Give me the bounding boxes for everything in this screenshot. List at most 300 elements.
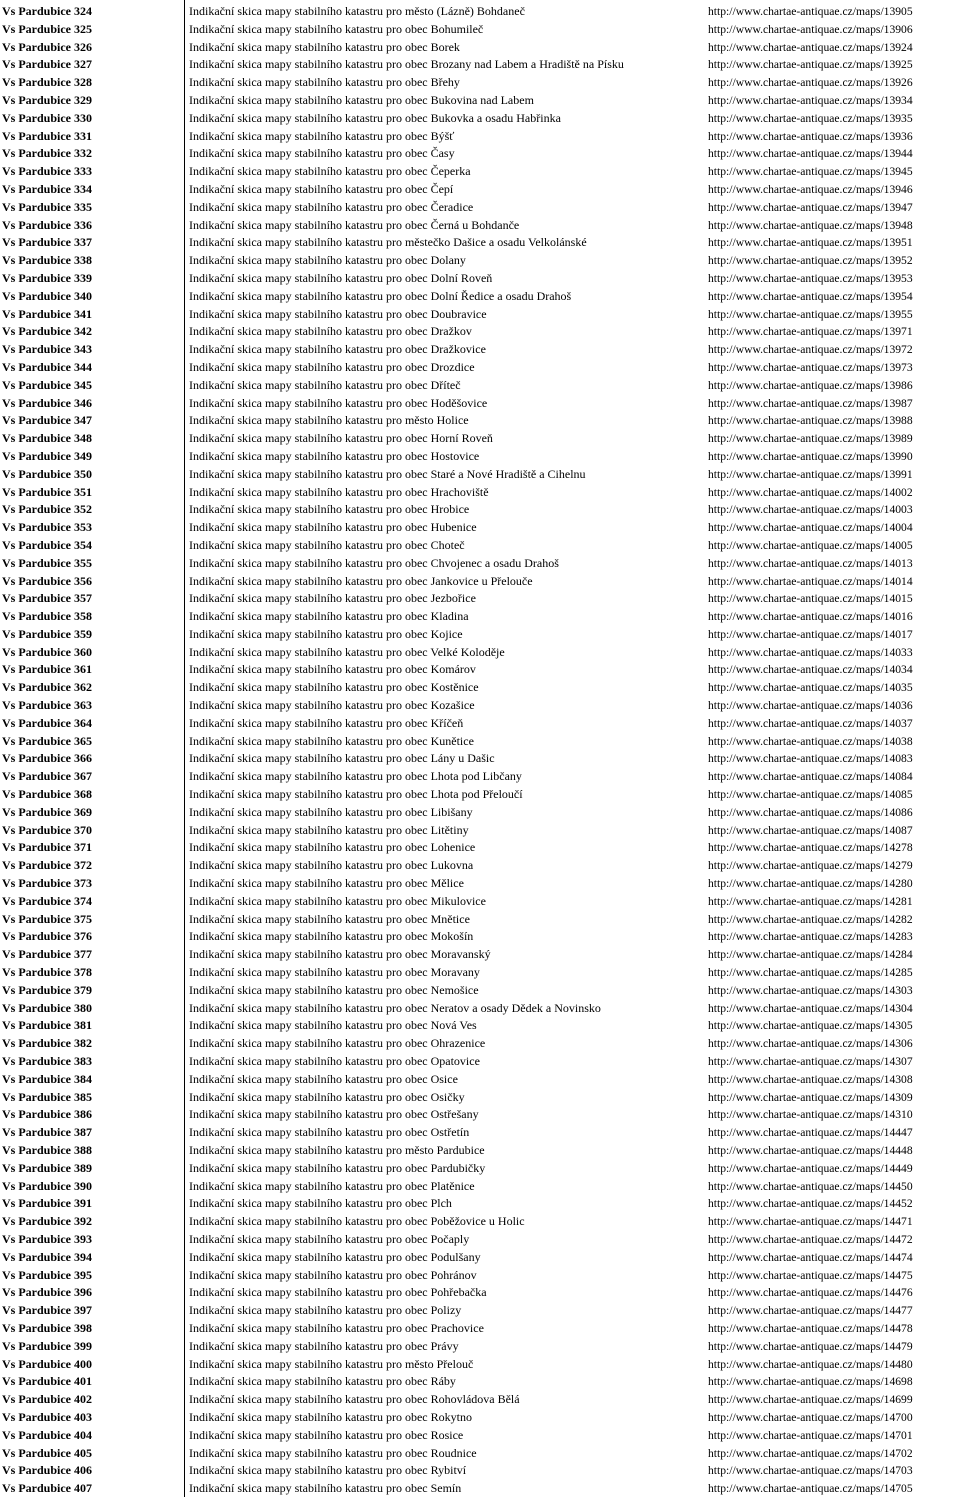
signature-code: Vs Pardubice 325	[2, 21, 92, 36]
map-description: Indikační skica mapy stabilního katastru pro obec Kříčeň	[189, 715, 464, 730]
map-url[interactable]: http://www.chartae-antiquae.cz/maps/14308	[708, 1072, 913, 1086]
list-item	[0, 341, 960, 359]
signature-code: Vs Pardubice 398	[2, 1320, 92, 1335]
map-description: Indikační skica mapy stabilního katastru pro obec Polizy	[189, 1303, 462, 1318]
map-url[interactable]: http://www.chartae-antiquae.cz/maps/14310	[708, 1108, 913, 1122]
signature-code: Vs Pardubice 355	[2, 555, 92, 570]
map-description: Indikační skica mapy stabilního katastru pro obec Mikulovice	[189, 893, 486, 908]
map-description: Indikační skica mapy stabilního katastru pro obec Doubravice	[189, 306, 487, 321]
map-description: Indikační skica mapy stabilního katastru pro obec Hrachoviště	[189, 484, 489, 499]
list-item	[0, 359, 960, 377]
list-item	[0, 1480, 960, 1498]
map-url[interactable]: http://www.chartae-antiquae.cz/maps/14087	[708, 823, 913, 837]
signature-code: Vs Pardubice 363	[2, 698, 92, 713]
signature-code: Vs Pardubice 359	[2, 626, 92, 641]
list-item	[0, 786, 960, 804]
map-url[interactable]: http://www.chartae-antiquae.cz/maps/13926	[708, 76, 913, 90]
map-description: Indikační skica mapy stabilního katastru pro obec Prachovice	[189, 1320, 484, 1335]
map-url[interactable]: http://www.chartae-antiquae.cz/maps/13952	[708, 254, 913, 268]
list-item	[0, 822, 960, 840]
map-url[interactable]: http://www.chartae-antiquae.cz/maps/14304	[708, 1001, 913, 1015]
map-description: Indikační skica mapy stabilního katastru pro obec Hostovice	[189, 448, 480, 463]
signature-code: Vs Pardubice 343	[2, 342, 92, 357]
map-url[interactable]: http://www.chartae-antiquae.cz/maps/14705	[708, 1482, 913, 1496]
signature-code: Vs Pardubice 390	[2, 1178, 92, 1193]
map-url[interactable]: http://www.chartae-antiquae.cz/maps/14013	[708, 556, 913, 570]
signature-code: Vs Pardubice 326	[2, 39, 92, 54]
list-item	[0, 145, 960, 163]
signature-code: Vs Pardubice 393	[2, 1231, 92, 1246]
map-url[interactable]: http://www.chartae-antiquae.cz/maps/14479	[708, 1339, 913, 1353]
list-item	[0, 3, 960, 21]
map-url[interactable]: http://www.chartae-antiquae.cz/maps/14476	[708, 1286, 913, 1300]
list-item	[0, 893, 960, 911]
list-item	[0, 217, 960, 235]
map-url[interactable]: http://www.chartae-antiquae.cz/maps/14084	[708, 770, 913, 784]
map-url[interactable]: http://www.chartae-antiquae.cz/maps/13944	[708, 147, 913, 161]
map-url[interactable]: http://www.chartae-antiquae.cz/maps/13947	[708, 200, 913, 214]
map-url[interactable]: http://www.chartae-antiquae.cz/maps/14279	[708, 859, 913, 873]
list-item	[0, 1409, 960, 1427]
map-description: Indikační skica mapy stabilního katastru pro obec Čeradice	[189, 199, 474, 214]
map-url[interactable]: http://www.chartae-antiquae.cz/maps/13990	[708, 449, 913, 463]
map-description: Indikační skica mapy stabilního katastru pro obec Chvojenec a osadu Drahoš	[189, 555, 559, 570]
map-url[interactable]: http://www.chartae-antiquae.cz/maps/13946	[708, 182, 913, 196]
list-item	[0, 1071, 960, 1089]
map-url[interactable]: http://www.chartae-antiquae.cz/maps/14283	[708, 930, 913, 944]
map-description: Indikační skica mapy stabilního katastru pro obec Dražkovice	[189, 342, 486, 357]
map-description: Indikační skica mapy stabilního katastru pro obec Kladina	[189, 609, 469, 624]
signature-code: Vs Pardubice 367	[2, 769, 92, 784]
list-item	[0, 1017, 960, 1035]
list-item	[0, 1462, 960, 1480]
list-item	[0, 1267, 960, 1285]
map-url[interactable]: http://www.chartae-antiquae.cz/maps/14700	[708, 1410, 913, 1424]
list-item	[0, 679, 960, 697]
signature-code: Vs Pardubice 342	[2, 324, 92, 339]
list-item	[0, 537, 960, 555]
map-description: Indikační skica mapy stabilního katastru pro město Přelouč	[189, 1356, 474, 1371]
map-url[interactable]: http://www.chartae-antiquae.cz/maps/14478	[708, 1321, 913, 1335]
list-item	[0, 1053, 960, 1071]
signature-code: Vs Pardubice 388	[2, 1143, 92, 1157]
list-item	[0, 1000, 960, 1018]
map-url[interactable]: http://www.chartae-antiquae.cz/maps/13906	[708, 22, 913, 36]
map-url[interactable]: http://www.chartae-antiquae.cz/maps/13948	[708, 218, 913, 232]
signature-code: Vs Pardubice 380	[2, 1000, 92, 1015]
map-description: Indikační skica mapy stabilního katastru pro obec Litětiny	[189, 822, 469, 837]
map-description: Indikační skica mapy stabilního katastru pro obec Kozašice	[189, 698, 475, 713]
map-description: Indikační skica mapy stabilního katastru pro obec Osice	[189, 1071, 458, 1086]
map-url[interactable]: http://www.chartae-antiquae.cz/maps/14017	[708, 627, 913, 641]
map-description: Indikační skica mapy stabilního katastru pro obec Poběžovice u Holic	[189, 1214, 525, 1229]
map-description: Indikační skica mapy stabilního katastru pro obec Horní Roveň	[189, 431, 493, 446]
signature-code: Vs Pardubice 344	[2, 359, 92, 374]
signature-code: Vs Pardubice 378	[2, 965, 92, 980]
map-description: Indikační skica mapy stabilního katastru pro obec Plch	[189, 1196, 452, 1211]
signature-code: Vs Pardubice 341	[2, 306, 92, 321]
map-url[interactable]: http://www.chartae-antiquae.cz/maps/14033	[708, 645, 913, 659]
signature-code: Vs Pardubice 385	[2, 1089, 92, 1104]
map-url[interactable]: http://www.chartae-antiquae.cz/maps/14016	[708, 610, 913, 624]
signature-code: Vs Pardubice 336	[2, 217, 92, 232]
list-item	[0, 1035, 960, 1053]
map-url[interactable]: http://www.chartae-antiquae.cz/maps/14015	[708, 592, 913, 606]
map-description: Indikační skica mapy stabilního katastru pro obec Drozdice	[189, 359, 475, 374]
signature-code: Vs Pardubice 377	[2, 947, 92, 962]
list-item	[0, 323, 960, 341]
map-url[interactable]: http://www.chartae-antiquae.cz/maps/14038	[708, 734, 913, 748]
list-item	[0, 519, 960, 537]
list-item	[0, 1445, 960, 1463]
map-url[interactable]: http://www.chartae-antiquae.cz/maps/14083	[708, 752, 913, 766]
map-url[interactable]: http://www.chartae-antiquae.cz/maps/14282	[708, 912, 913, 926]
map-url[interactable]: http://www.chartae-antiquae.cz/maps/14477	[708, 1304, 913, 1318]
map-url[interactable]: http://www.chartae-antiquae.cz/maps/13951	[708, 236, 913, 250]
list-item	[0, 1213, 960, 1231]
map-url[interactable]: http://www.chartae-antiquae.cz/maps/14309	[708, 1090, 913, 1104]
map-url[interactable]: http://www.chartae-antiquae.cz/maps/13935	[708, 111, 913, 125]
map-description: Indikační skica mapy stabilního katastru pro obec Hoděšovice	[189, 395, 488, 410]
list-item	[0, 1178, 960, 1196]
signature-code: Vs Pardubice 368	[2, 787, 92, 802]
map-url[interactable]: http://www.chartae-antiquae.cz/maps/14280	[708, 877, 913, 891]
map-url[interactable]: http://www.chartae-antiquae.cz/maps/13989	[708, 432, 913, 446]
map-description: Indikační skica mapy stabilního katastru pro obec Býšť	[189, 128, 455, 143]
signature-code: Vs Pardubice 354	[2, 537, 92, 552]
signature-code: Vs Pardubice 362	[2, 680, 92, 695]
list-item	[0, 92, 960, 110]
map-description: Indikační skica mapy stabilního katastru pro obec Moravanský	[189, 947, 491, 962]
map-url[interactable]: http://www.chartae-antiquae.cz/maps/13973	[708, 360, 913, 374]
map-description: Indikační skica mapy stabilního katastru pro obec Borek	[189, 39, 460, 54]
map-description: Indikační skica mapy stabilního katastru pro obec Jezbořice	[189, 591, 476, 606]
list-item	[0, 644, 960, 662]
map-url[interactable]: http://www.chartae-antiquae.cz/maps/14447	[708, 1126, 913, 1140]
list-item	[0, 555, 960, 573]
map-description: Indikační skica mapy stabilního katastru pro obec Platěnice	[189, 1178, 475, 1193]
map-url[interactable]: http://www.chartae-antiquae.cz/maps/14702	[708, 1446, 913, 1460]
map-description: Indikační skica mapy stabilního katastru pro obec Rosice	[189, 1427, 464, 1442]
list-item	[0, 56, 960, 74]
signature-code: Vs Pardubice 334	[2, 181, 92, 196]
map-description: Indikační skica mapy stabilního katastru pro obec Rohovládova Bělá	[189, 1392, 520, 1407]
signature-code: Vs Pardubice 371	[2, 840, 92, 855]
map-description: Indikační skica mapy stabilního katastru pro obec Lukovna	[189, 858, 474, 873]
signature-code: Vs Pardubice 373	[2, 876, 92, 891]
signature-code: Vs Pardubice 395	[2, 1267, 92, 1282]
signature-code: Vs Pardubice 369	[2, 804, 92, 819]
list-item	[0, 608, 960, 626]
map-url[interactable]: http://www.chartae-antiquae.cz/maps/13925	[708, 58, 913, 72]
map-url[interactable]: http://www.chartae-antiquae.cz/maps/14303	[708, 983, 913, 997]
map-description: Indikační skica mapy stabilního katastru pro obec Komárov	[189, 662, 476, 677]
list-item	[0, 982, 960, 1000]
signature-code: Vs Pardubice 329	[2, 92, 92, 107]
signature-code: Vs Pardubice 360	[2, 644, 92, 659]
map-url[interactable]: http://www.chartae-antiquae.cz/maps/14003	[708, 503, 913, 517]
signature-code: Vs Pardubice 339	[2, 270, 92, 285]
list-item	[0, 1373, 960, 1391]
map-description: Indikační skica mapy stabilního katastru pro město Pardubice	[189, 1143, 485, 1157]
list-item	[0, 412, 960, 430]
list-item	[0, 804, 960, 822]
map-url[interactable]: http://www.chartae-antiquae.cz/maps/13934	[708, 93, 913, 107]
list-item	[0, 306, 960, 324]
list-item	[0, 1356, 960, 1374]
list-item	[0, 750, 960, 768]
list-item	[0, 768, 960, 786]
map-url[interactable]: http://www.chartae-antiquae.cz/maps/14703	[708, 1464, 913, 1478]
map-url[interactable]: http://www.chartae-antiquae.cz/maps/14305	[708, 1019, 913, 1033]
map-description: Indikační skica mapy stabilního katastru pro obec Velké Koloděje	[189, 644, 505, 659]
map-url[interactable]: http://www.chartae-antiquae.cz/maps/14284	[708, 948, 913, 962]
list-item	[0, 733, 960, 751]
map-description: Indikační skica mapy stabilního katastru pro obec Dolní Roveň	[189, 270, 493, 285]
map-description: Indikační skica mapy stabilního katastru pro obec Právy	[189, 1338, 459, 1353]
map-url[interactable]: http://www.chartae-antiquae.cz/maps/13936	[708, 129, 913, 143]
map-url[interactable]: http://www.chartae-antiquae.cz/maps/14474	[708, 1250, 913, 1264]
signature-code: Vs Pardubice 350	[2, 466, 92, 481]
map-url[interactable]: http://www.chartae-antiquae.cz/maps/14278	[708, 841, 913, 855]
map-url[interactable]: http://www.chartae-antiquae.cz/maps/14037	[708, 716, 913, 730]
list-item	[0, 626, 960, 644]
list-item	[0, 270, 960, 288]
signature-code: Vs Pardubice 351	[2, 484, 92, 499]
map-url[interactable]: http://www.chartae-antiquae.cz/maps/14701	[708, 1428, 913, 1442]
map-url[interactable]: http://www.chartae-antiquae.cz/maps/14448	[708, 1144, 913, 1157]
map-url[interactable]: http://www.chartae-antiquae.cz/maps/13924	[708, 40, 913, 54]
map-description: Indikační skica mapy stabilního katastru pro městečko Dašice a osadu Velkolánské	[189, 235, 587, 250]
list-item	[0, 74, 960, 92]
signature-code: Vs Pardubice 333	[2, 164, 92, 179]
signature-code: Vs Pardubice 381	[2, 1018, 92, 1033]
map-description: Indikační skica mapy stabilního katastru pro obec Mokošín	[189, 929, 474, 944]
record-list	[0, 3, 960, 1498]
map-description: Indikační skica mapy stabilního katastru pro obec Mnětice	[189, 911, 470, 926]
map-description: Indikační skica mapy stabilního katastru pro obec Mělice	[189, 876, 464, 891]
map-url[interactable]: http://www.chartae-antiquae.cz/maps/13971	[708, 325, 913, 339]
map-url[interactable]: http://www.chartae-antiquae.cz/maps/14034	[708, 663, 913, 677]
map-description: Indikační skica mapy stabilního katastru pro obec Lohenice	[189, 840, 476, 855]
list-item	[0, 199, 960, 217]
signature-code: Vs Pardubice 370	[2, 822, 92, 837]
signature-code: Vs Pardubice 348	[2, 431, 92, 446]
map-description: Indikační skica mapy stabilního katastru pro obec Ostřešany	[189, 1107, 479, 1122]
list-item	[0, 1249, 960, 1267]
map-description: Indikační skica mapy stabilního katastru pro obec Brozany nad Labem a Hradiště na Písku	[189, 57, 624, 72]
map-url[interactable]: http://www.chartae-antiquae.cz/maps/14698	[708, 1375, 913, 1389]
signature-code: Vs Pardubice 337	[2, 235, 92, 250]
map-description: Indikační skica mapy stabilního katastru pro obec Ohrazenice	[189, 1036, 486, 1051]
map-description: Indikační skica mapy stabilního katastru pro obec Dražkov	[189, 324, 472, 339]
map-url[interactable]: http://www.chartae-antiquae.cz/maps/14472	[708, 1232, 913, 1246]
list-item	[0, 21, 960, 39]
signature-code: Vs Pardubice 379	[2, 982, 92, 997]
map-description: Indikační skica mapy stabilního katastru pro obec Lhota pod Přeloučí	[189, 787, 523, 802]
map-url[interactable]: http://www.chartae-antiquae.cz/maps/14281	[708, 894, 913, 908]
map-url[interactable]: http://www.chartae-antiquae.cz/maps/14307	[708, 1055, 913, 1069]
map-description: Indikační skica mapy stabilního katastru pro obec Ráby	[189, 1374, 456, 1389]
list-item	[0, 1142, 960, 1160]
map-url[interactable]: http://www.chartae-antiquae.cz/maps/14449	[708, 1161, 913, 1175]
signature-code: Vs Pardubice 365	[2, 733, 92, 748]
map-description: Indikační skica mapy stabilního katastru pro obec Libišany	[189, 804, 473, 819]
map-description: Indikační skica mapy stabilního katastru pro obec Nemošice	[189, 982, 479, 997]
map-url[interactable]: http://www.chartae-antiquae.cz/maps/13988	[708, 414, 913, 428]
map-description: Indikační skica mapy stabilního katastru pro obec Pohránov	[189, 1267, 477, 1282]
signature-code: Vs Pardubice 392	[2, 1214, 92, 1229]
signature-code: Vs Pardubice 364	[2, 715, 92, 730]
map-url[interactable]: http://www.chartae-antiquae.cz/maps/13986	[708, 378, 913, 392]
map-description: Indikační skica mapy stabilního katastru pro město (Lázně) Bohdaneč	[189, 4, 525, 18]
map-description: Indikační skica mapy stabilního katastru pro obec Semín	[189, 1481, 462, 1496]
signature-code: Vs Pardubice 375	[2, 911, 92, 926]
map-description: Indikační skica mapy stabilního katastru pro obec Ostřetín	[189, 1125, 470, 1140]
map-url[interactable]: http://www.chartae-antiquae.cz/maps/14306	[708, 1037, 913, 1051]
map-description: Indikační skica mapy stabilního katastru pro obec Časy	[189, 146, 455, 161]
signature-code: Vs Pardubice 404	[2, 1427, 92, 1442]
map-url[interactable]: http://www.chartae-antiquae.cz/maps/14480	[708, 1357, 913, 1371]
list-item	[0, 1160, 960, 1178]
map-description: Indikační skica mapy stabilního katastru pro obec Bohumileč	[189, 21, 484, 36]
map-url[interactable]: http://www.chartae-antiquae.cz/maps/13954	[708, 289, 913, 303]
list-item	[0, 1427, 960, 1445]
list-item	[0, 946, 960, 964]
map-url[interactable]: http://www.chartae-antiquae.cz/maps/14085	[708, 788, 913, 802]
map-url[interactable]: http://www.chartae-antiquae.cz/maps/14699	[708, 1393, 913, 1407]
list-item	[0, 1231, 960, 1249]
map-description: Indikační skica mapy stabilního katastru pro obec Kostěnice	[189, 680, 479, 695]
map-description: Indikační skica mapy stabilního katastru pro obec Kunětice	[189, 733, 474, 748]
list-item	[0, 234, 960, 252]
list-item	[0, 964, 960, 982]
signature-code: Vs Pardubice 403	[2, 1409, 92, 1424]
map-url[interactable]: http://www.chartae-antiquae.cz/maps/14475	[708, 1268, 913, 1282]
list-item	[0, 1391, 960, 1409]
list-item	[0, 395, 960, 413]
list-item	[0, 590, 960, 608]
signature-code: Vs Pardubice 386	[2, 1107, 92, 1122]
map-description: Indikační skica mapy stabilního katastru pro obec Staré a Nové Hradiště a Cihelnu	[189, 466, 586, 481]
signature-code: Vs Pardubice 382	[2, 1036, 92, 1051]
signature-code: Vs Pardubice 384	[2, 1071, 92, 1086]
list-item	[0, 501, 960, 519]
map-description: Indikační skica mapy stabilního katastru pro obec Lány u Dašic	[189, 751, 495, 766]
signature-code: Vs Pardubice 396	[2, 1285, 92, 1300]
list-item	[0, 1124, 960, 1142]
map-url[interactable]: http://www.chartae-antiquae.cz/maps/14086	[708, 805, 913, 819]
signature-code: Vs Pardubice 347	[2, 413, 92, 428]
map-description: Indikační skica mapy stabilního katastru pro obec Dolní Ředice a osadu Drahoš	[189, 288, 572, 303]
map-description: Indikační skica mapy stabilního katastru pro obec Moravany	[189, 965, 480, 980]
map-url[interactable]: http://www.chartae-antiquae.cz/maps/14005	[708, 538, 913, 552]
signature-code: Vs Pardubice 324	[2, 4, 92, 18]
list-item	[0, 484, 960, 502]
map-url[interactable]: http://www.chartae-antiquae.cz/maps/13991	[708, 467, 913, 481]
list-item	[0, 1338, 960, 1356]
signature-code: Vs Pardubice 374	[2, 893, 92, 908]
list-item	[0, 1106, 960, 1124]
signature-code: Vs Pardubice 397	[2, 1303, 92, 1318]
map-url[interactable]: http://www.chartae-antiquae.cz/maps/14014	[708, 574, 913, 588]
list-item	[0, 252, 960, 270]
signature-code: Vs Pardubice 372	[2, 858, 92, 873]
signature-code: Vs Pardubice 402	[2, 1392, 92, 1407]
map-description: Indikační skica mapy stabilního katastru pro obec Roudnice	[189, 1445, 477, 1460]
list-item	[0, 288, 960, 306]
signature-code: Vs Pardubice 407	[2, 1481, 92, 1496]
map-description: Indikační skica mapy stabilního katastru pro obec Nová Ves	[189, 1018, 477, 1033]
list-item	[0, 39, 960, 57]
signature-code: Vs Pardubice 327	[2, 57, 92, 72]
signature-code: Vs Pardubice 361	[2, 662, 92, 677]
list-item	[0, 128, 960, 146]
map-url[interactable]: http://www.chartae-antiquae.cz/maps/13987	[708, 396, 913, 410]
signature-code: Vs Pardubice 335	[2, 199, 92, 214]
map-description: Indikační skica mapy stabilního katastru pro obec Lhota pod Libčany	[189, 769, 522, 784]
map-description: Indikační skica mapy stabilního katastru pro obec Jankovice u Přelouče	[189, 573, 533, 588]
list-item	[0, 1195, 960, 1213]
signature-code: Vs Pardubice 340	[2, 288, 92, 303]
map-url[interactable]: http://www.chartae-antiquae.cz/maps/13972	[708, 343, 913, 357]
signature-code: Vs Pardubice 332	[2, 146, 92, 161]
map-description: Indikační skica mapy stabilního katastru pro obec Neratov a osady Dědek a Novinsko	[189, 1000, 601, 1015]
signature-code: Vs Pardubice 400	[2, 1356, 92, 1371]
map-description: Indikační skica mapy stabilního katastru pro obec Kojice	[189, 626, 463, 641]
list-item	[0, 911, 960, 929]
list-item	[0, 875, 960, 893]
list-item	[0, 573, 960, 591]
map-description: Indikační skica mapy stabilního katastru pro město Holice	[189, 413, 469, 428]
signature-code: Vs Pardubice 349	[2, 448, 92, 463]
map-description: Indikační skica mapy stabilního katastru pro obec Bukovina nad Labem	[189, 92, 534, 107]
map-url[interactable]: http://www.chartae-antiquae.cz/maps/13945	[708, 165, 913, 179]
signature-code: Vs Pardubice 345	[2, 377, 92, 392]
map-description: Indikační skica mapy stabilního katastru pro obec Pohřebačka	[189, 1285, 487, 1300]
map-description: Indikační skica mapy stabilního katastru pro obec Čeperka	[189, 164, 471, 179]
signature-code: Vs Pardubice 389	[2, 1160, 92, 1175]
map-url[interactable]: http://www.chartae-antiquae.cz/maps/14004	[708, 521, 913, 535]
signature-code: Vs Pardubice 357	[2, 591, 92, 606]
map-description: Indikační skica mapy stabilního katastru pro obec Břehy	[189, 75, 460, 90]
list-item	[0, 857, 960, 875]
map-url[interactable]: http://www.chartae-antiquae.cz/maps/14285	[708, 966, 913, 980]
signature-code: Vs Pardubice 330	[2, 110, 92, 125]
map-url[interactable]: http://www.chartae-antiquae.cz/maps/13955	[708, 307, 913, 321]
signature-code: Vs Pardubice 383	[2, 1054, 92, 1069]
list-item	[0, 1320, 960, 1338]
map-url[interactable]: http://www.chartae-antiquae.cz/maps/14471	[708, 1215, 913, 1229]
map-url[interactable]: http://www.chartae-antiquae.cz/maps/13953	[708, 271, 913, 285]
map-description: Indikační skica mapy stabilního katastru pro obec Hubenice	[189, 520, 477, 535]
signature-code: Vs Pardubice 366	[2, 751, 92, 766]
signature-code: Vs Pardubice 405	[2, 1445, 92, 1460]
map-url[interactable]: http://www.chartae-antiquae.cz/maps/14452	[708, 1197, 913, 1211]
map-description: Indikační skica mapy stabilního katastru pro obec Podulšany	[189, 1249, 481, 1264]
signature-code: Vs Pardubice 353	[2, 520, 92, 535]
list-item	[0, 697, 960, 715]
map-url[interactable]: http://www.chartae-antiquae.cz/maps/14036	[708, 699, 913, 713]
map-url[interactable]: http://www.chartae-antiquae.cz/maps/13905	[708, 5, 913, 18]
list-item	[0, 661, 960, 679]
list-item	[0, 448, 960, 466]
list-item	[0, 466, 960, 484]
map-description: Indikační skica mapy stabilního katastru pro obec Osičky	[189, 1089, 465, 1104]
map-url[interactable]: http://www.chartae-antiquae.cz/maps/14035	[708, 681, 913, 695]
map-url[interactable]: http://www.chartae-antiquae.cz/maps/14002	[708, 485, 913, 499]
map-url[interactable]: http://www.chartae-antiquae.cz/maps/14450	[708, 1179, 913, 1193]
